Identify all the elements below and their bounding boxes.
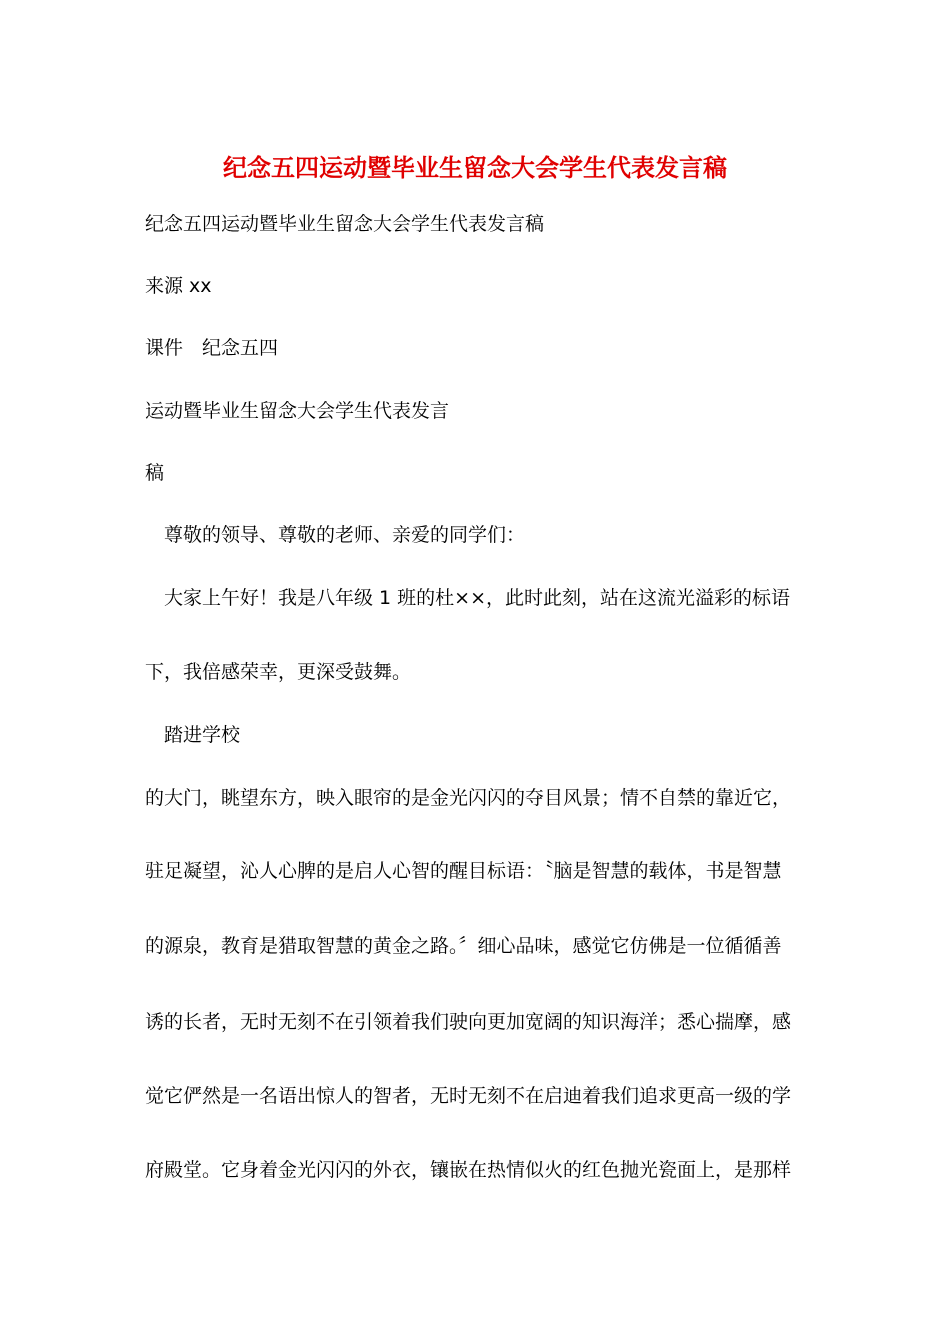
paragraph-line: 的大门，眺望东方，映入眼帘的是金光闪闪的夺目风景；情不自禁的靠近它， [145, 787, 792, 809]
paragraph-line: 诱的长者，无时无刻不在引领着我们驶向更加宽阔的知识海洋；悉心揣摩，感 [145, 1011, 792, 1033]
paragraph-line: 踏进学校 [164, 724, 241, 746]
page-title: 纪念五四运动暨毕业生留念大会学生代表发言稿 [223, 154, 727, 182]
paragraph-line: 的源泉，教育是猎取智慧的黄金之路。〞细心品味，感觉它仿佛是一位循循善 [145, 935, 782, 957]
title-end-line: 稿 [145, 462, 165, 484]
title-continuation-line: 运动暨毕业生留念大会学生代表发言 [145, 400, 450, 422]
subtitle-line: 纪念五四运动暨毕业生留念大会学生代表发言稿 [145, 213, 545, 235]
salutation-line: 尊敬的领导、尊敬的老师、亲爱的同学们： [164, 524, 526, 546]
source-line: 来源 xx [145, 275, 212, 297]
paragraph-line: 府殿堂。它身着金光闪闪的外衣，镶嵌在热情似火的红色抛光瓷面上，是那样 [145, 1159, 792, 1181]
paragraph-line: 觉它俨然是一名语出惊人的智者，无时无刻不在启迪着我们追求更高一级的学 [145, 1085, 792, 1107]
paragraph-line: 下，我倍感荣幸，更深受鼓舞。 [145, 661, 412, 683]
paragraph-line: 驻足凝望，沁人心脾的是启人心智的醒目标语：〝脑是智慧的载体，书是智慧 [145, 860, 782, 882]
category-line: 课件 纪念五四 [145, 337, 279, 359]
paragraph-line: 大家上午好！我是八年级 1 班的杜××，此时此刻，站在这流光溢彩的标语 [164, 587, 791, 609]
